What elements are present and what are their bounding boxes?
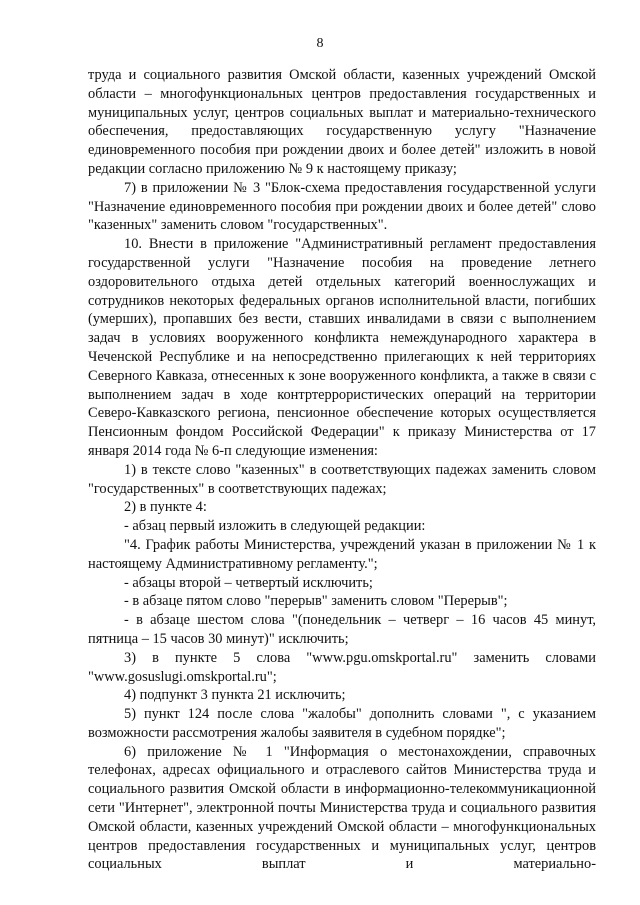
document-body: [88, 66, 596, 874]
paragraph: 5) пункт 124 после слова "жалобы" дополнить словами ", с указанием возможности рассмотрения жалобы заявителя в судебном порядке";: [88, 706, 596, 741]
paragraph: 7) в приложении № 3 "Блок-схема предоставления государственной услуги "Назначение единовременного пособия при рождении двоих и более детей" слово "казенных" заменить словом "государственных".: [88, 179, 596, 234]
paragraph: 3) в пункте 5 слова "www.pgu.omskportal.ru" заменить словами "www.gosuslugi.omskportal.ru";: [88, 649, 596, 685]
paragraph: - в абзаце пятом слово "перерыв" заменить словом "Перерыв";: [124, 593, 508, 610]
paragraph: "4. График работы Министерства, учреждений указан в приложении № 1 к настоящему Административному регламенту.";: [88, 536, 596, 572]
paragraph: - абзацы второй – четвертый исключить;: [124, 574, 373, 591]
page-number: 8: [316, 36, 324, 51]
paragraph: 10. Внести в приложение "Административный регламент предоставления государственной услуги "Назначение пособия на проведение летнего оздоровительного отдыха детей отдельных категорий военнослужащих и сотрудников некоторых федеральных органов исполнительной власти, погибших (умерших), пропавших без вести, ставших инвалидами в связи с выполнением задач в условиях вооруженного конфликта немеждународного характера в Чеченской Республике и на непосредственно прилегающих к ней территориях Северного Кавказа, отнесенных к зоне вооруженного конфликта, а также в связи с выполнением задач в ходе контртеррористических операций на территории Северо-Кавказского региона, пенсионное обеспечение которых осуществляется Пенсионным фондом Российской Федерации" к приказу Министерства от 17 января 2014 года № 6-п следующие изменения:: [88, 236, 596, 459]
paragraph: труда и социального развития Омской области, казенных учреждений Омской области – многофункциональных центров предоставления государственных и муниципальных услуг, центров социальных выплат и материально-технического обеспечения, предоставляющих государственную услугу "Назначение единовременного пособия при рождении двоих и более детей" изложить в новой редакции согласно приложению № 9 к настоящему приказу;: [88, 67, 596, 177]
paragraph: - в абзаце шестом слова "(понедельник – четверг – 16 часов 45 минут, пятница – 15 часов 30 минут)" исключить;: [88, 612, 596, 647]
paragraph: - абзац первый изложить в следующей редакции:: [124, 518, 426, 535]
paragraph: 6) приложение № 1 "Информация о местонахождении, справочных телефонах, адресах официального и отраслевого сайтов Министерства труда и социального развития Омской области в информационно-телекоммуникационной сети "Интернет", электронной почты Министерства труда и социального развития Омской области, казенных учреждений Омской области – многофункциональных центров предоставления государственных и муниципальных услуг, центров социальных выплат и материально-: [88, 743, 596, 873]
paragraph: 1) в тексте слово "казенных" в соответствующих падежах заменить словом "государственных" в соответствующих падежах;: [88, 461, 596, 497]
paragraph: 2) в пункте 4:: [124, 499, 207, 516]
paragraph: 4) подпункт 3 пункта 21 исключить;: [124, 687, 346, 704]
